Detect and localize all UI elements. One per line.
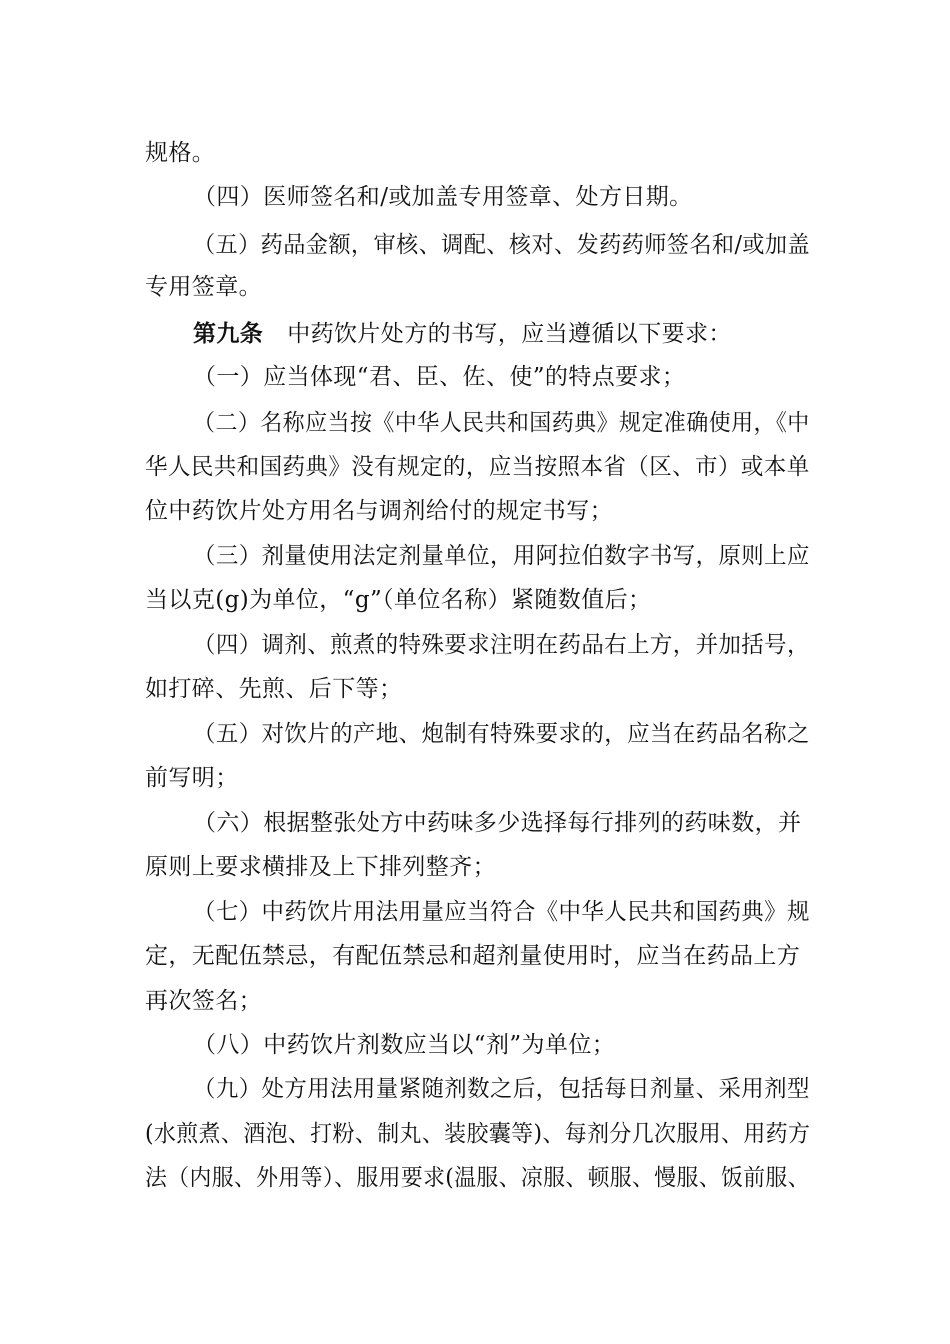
article-label: 第九条	[193, 320, 264, 347]
text-line: 再次签名；	[145, 988, 262, 1014]
text-line: （五）对饮片的产地、炮制有特殊要求的，应当在药品名称之	[193, 721, 810, 747]
text-line: 当以克(g)为单位，“g”（单位名称）紧随数值后；	[145, 587, 652, 613]
text-line: （三）剂量使用法定剂量单位，用阿拉伯数字书写，原则上应	[193, 543, 810, 569]
text-line: 法（内服、外用等）、服用要求(温服、凉服、顿服、慢服、饭前服、	[145, 1165, 810, 1191]
article-heading-text: 中药饮片处方的书写，应当遵循以下要求：	[287, 321, 732, 347]
text-line: （四）医师签名和/或加盖专用签章、处方日期。	[193, 184, 693, 210]
article-heading-line	[193, 318, 810, 350]
text-line: 位中药饮片处方用名与调剂给付的规定书写；	[145, 498, 613, 524]
text-line: （五）药品金额，审核、调配、核对、发药药师签名和/或加盖	[193, 232, 810, 258]
text-line: 定，无配伍禁忌，有配伍禁忌和超剂量使用时，应当在药品上方	[145, 943, 801, 969]
text-line: 专用签章。	[145, 274, 262, 300]
text-line: （九）处方用法用量紧随剂数之后，包括每日剂量、采用剂型	[193, 1076, 810, 1102]
text-line: 规格。	[145, 140, 216, 166]
text-line: (水煎煮、酒泡、打粉、制丸、装胶囊等)、每剂分几次服用、用药方	[145, 1121, 811, 1147]
text-line: （六）根据整张处方中药味多少选择每行排列的药味数，并	[193, 810, 802, 836]
text-line: （七）中药饮片用法用量应当符合《中华人民共和国药典》规	[193, 899, 810, 925]
text-line: 原则上要求横排及上下排列整齐；	[145, 854, 496, 880]
text-line: （四）调剂、煎煮的特殊要求注明在药品右上方，并加括号，	[193, 632, 810, 658]
text-line: 前写明；	[145, 765, 239, 791]
text-line: （八）中药饮片剂数应当以“剂”为单位；	[193, 1032, 616, 1058]
text-line: （二）名称应当按《中华人民共和国药典》规定准确使用，《中	[193, 410, 810, 436]
text-line: 华人民共和国药典》没有规定的，应当按照本省（区、市）或本单	[145, 454, 810, 480]
text-line: 如打碎、先煎、后下等；	[145, 676, 403, 702]
text-line: （一）应当体现“君、臣、佐、使”的特点要求；	[193, 364, 686, 390]
